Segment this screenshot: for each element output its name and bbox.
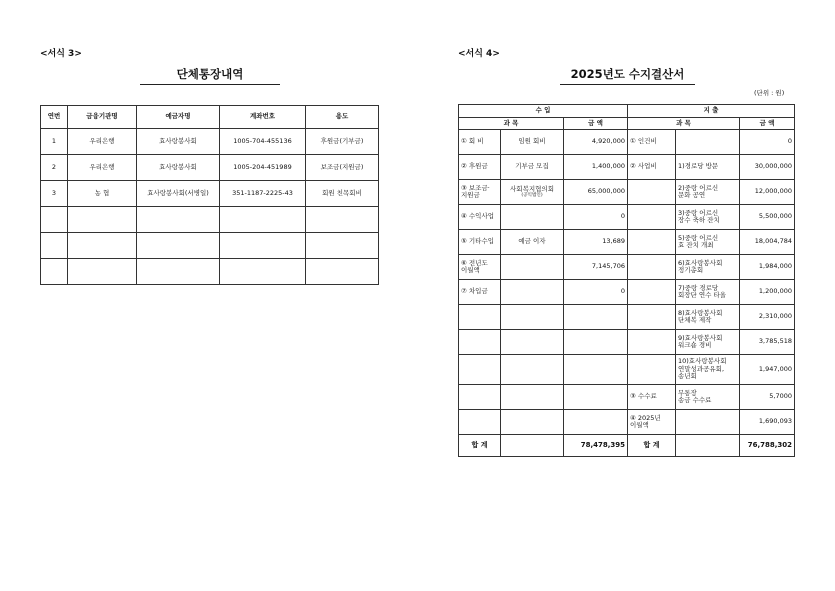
- expense-detail: 1)경로당 방문: [676, 155, 740, 180]
- income-detail: [501, 385, 564, 410]
- table-cell: 효사랑봉사회(서병일): [137, 181, 220, 207]
- table-cell: [41, 207, 68, 233]
- income-amount: [564, 410, 628, 435]
- column-header: 예금자명: [137, 106, 220, 129]
- table-row: [41, 155, 379, 181]
- expense-amount: 30,000,000: [740, 155, 795, 180]
- income-amount: [564, 305, 628, 330]
- expense-amount: 12,000,000: [740, 180, 795, 205]
- income-category: [459, 305, 501, 330]
- table-row: [459, 255, 795, 280]
- table-row: [41, 129, 379, 155]
- total-amount-income: 78,478,395: [564, 435, 628, 457]
- expense-amount: 1,690,093: [740, 410, 795, 435]
- income-category: ③ 보조금· 지원금: [459, 180, 501, 205]
- table-cell: 회원 친목회비: [306, 181, 379, 207]
- section-header-row: [459, 105, 795, 118]
- income-category: ⑤ 기타수입: [459, 230, 501, 255]
- table-row: [41, 181, 379, 207]
- expense-detail: 8)효사랑봉사회 단체복 제작: [676, 305, 740, 330]
- income-category: ① 회 비: [459, 130, 501, 155]
- expense-category: ④ 2025년 이월액: [628, 410, 676, 435]
- form-label-4: <서식 4>: [458, 49, 500, 59]
- expense-amount: 5,7000: [740, 385, 795, 410]
- expense-category: [628, 230, 676, 255]
- total-label-expense: 합 계: [628, 435, 676, 457]
- table-cell: [68, 233, 137, 259]
- income-detail: [501, 205, 564, 230]
- income-detail: 사회복지협의회 (공익법인): [501, 180, 564, 205]
- table-row: [41, 207, 379, 233]
- column-header: 금융기관명: [68, 106, 137, 129]
- table-row: [459, 230, 795, 255]
- income-amount: 13,689: [564, 230, 628, 255]
- expense-detail: 10)효사랑봉사회 연말성과공유회, 송년회: [676, 355, 740, 385]
- table-cell: [137, 259, 220, 285]
- table-cell: 후원금(기부금): [306, 129, 379, 155]
- income-amount: [564, 330, 628, 355]
- table-row: [459, 305, 795, 330]
- total-amount-expense: 76,788,302: [740, 435, 795, 457]
- table-row: [459, 155, 795, 180]
- income-amount: [564, 355, 628, 385]
- income-detail-note: (공익법인): [521, 193, 543, 199]
- expense-detail: 무통장 송금 수수료: [676, 385, 740, 410]
- table-cell: [137, 207, 220, 233]
- total-blank: [501, 435, 564, 457]
- income-detail: [501, 330, 564, 355]
- table-cell: [68, 259, 137, 285]
- table-cell: 보조금(지원금): [306, 155, 379, 181]
- expense-category: [628, 355, 676, 385]
- table-cell: 2: [41, 155, 68, 181]
- expense-amount: 3,785,518: [740, 330, 795, 355]
- table-cell: [306, 259, 379, 285]
- table-cell: [68, 207, 137, 233]
- expense-category: [628, 255, 676, 280]
- table-cell: [41, 259, 68, 285]
- income-detail: [501, 305, 564, 330]
- sub-header-row: [459, 118, 795, 130]
- income-amount: 7,145,706: [564, 255, 628, 280]
- income-category: [459, 385, 501, 410]
- expense-amount: 1,984,000: [740, 255, 795, 280]
- expense-detail: 6)효사랑봉사회 정기총회: [676, 255, 740, 280]
- expense-detail: 7)중랑 경로당 회장단 연수 타올: [676, 280, 740, 305]
- table-row: [41, 259, 379, 285]
- table-row: [459, 130, 795, 155]
- expense-category: ① 인건비: [628, 130, 676, 155]
- expense-amount: 18,004,784: [740, 230, 795, 255]
- expense-amount: 2,310,000: [740, 305, 795, 330]
- income-detail: [501, 355, 564, 385]
- expense-category: [628, 280, 676, 305]
- income-detail: 예금 이자: [501, 230, 564, 255]
- page-title-bank-accounts: 단체통장내역: [140, 66, 280, 85]
- expense-category: ② 사업비: [628, 155, 676, 180]
- table-row: [41, 233, 379, 259]
- table-cell: [306, 233, 379, 259]
- table-row: [459, 410, 795, 435]
- income-detail: 기부금 모집: [501, 155, 564, 180]
- expense-detail: [676, 410, 740, 435]
- income-detail: [501, 280, 564, 305]
- table-cell: 우리은행: [68, 155, 137, 181]
- expense-amount: 0: [740, 130, 795, 155]
- bank-accounts-table: [40, 105, 379, 285]
- table-cell: [306, 207, 379, 233]
- table-cell: 1005-204-451989: [220, 155, 306, 181]
- table-cell: [137, 233, 220, 259]
- column-header: 연번: [41, 106, 68, 129]
- income-amount: 65,000,000: [564, 180, 628, 205]
- table-cell: 351-1187-2225-43: [220, 181, 306, 207]
- column-header: 용도: [306, 106, 379, 129]
- expense-category: ③ 수수료: [628, 385, 676, 410]
- total-row: [459, 435, 795, 457]
- income-header: 수 입: [459, 105, 628, 118]
- table-row: [459, 385, 795, 410]
- income-detail: 임원 회비: [501, 130, 564, 155]
- expense-detail: [676, 130, 740, 155]
- table-cell: 효사랑봉사회: [137, 129, 220, 155]
- table-cell: [220, 207, 306, 233]
- expense-category: [628, 180, 676, 205]
- income-category: [459, 410, 501, 435]
- income-amount: 0: [564, 205, 628, 230]
- income-category: ② 후원금: [459, 155, 501, 180]
- income-amount: 1,400,000: [564, 155, 628, 180]
- expense-detail: 3)중랑 어르신 장수 축하 잔치: [676, 205, 740, 230]
- expense-detail: 2)중랑 어르신 문화 공연: [676, 180, 740, 205]
- income-detail: [501, 255, 564, 280]
- income-amount: 0: [564, 280, 628, 305]
- expense-amount: 1,200,000: [740, 280, 795, 305]
- expense-category-header: 과 목: [628, 118, 740, 130]
- table-cell: 우리은행: [68, 129, 137, 155]
- total-label-income: 합 계: [459, 435, 501, 457]
- table-cell: 1005-704-455136: [220, 129, 306, 155]
- income-category: ⑦ 차입금: [459, 280, 501, 305]
- table-row: [459, 355, 795, 385]
- table-row: [459, 205, 795, 230]
- expense-amount: 1,947,000: [740, 355, 795, 385]
- expense-category: [628, 305, 676, 330]
- table-cell: [220, 259, 306, 285]
- expense-header: 지 출: [628, 105, 795, 118]
- table-cell: [220, 233, 306, 259]
- income-amount-header: 금 액: [564, 118, 628, 130]
- expense-detail: 9)효사랑봉사회 워크숍 경비: [676, 330, 740, 355]
- column-header: 계좌번호: [220, 106, 306, 129]
- settlement-table: [458, 104, 795, 457]
- expense-category: [628, 205, 676, 230]
- table-cell: 농 협: [68, 181, 137, 207]
- income-category: [459, 355, 501, 385]
- table-header-row: [41, 106, 379, 129]
- table-cell: [41, 233, 68, 259]
- income-category: ⑥ 전년도 이월액: [459, 255, 501, 280]
- unit-label: (단위 : 원): [754, 89, 785, 97]
- table-cell: 효사랑봉사회: [137, 155, 220, 181]
- income-detail: [501, 410, 564, 435]
- table-row: [459, 180, 795, 205]
- table-row: [459, 280, 795, 305]
- income-category: ④ 수익사업: [459, 205, 501, 230]
- total-blank: [676, 435, 740, 457]
- table-row: [459, 330, 795, 355]
- expense-category: [628, 330, 676, 355]
- expense-amount-header: 금 액: [740, 118, 795, 130]
- table-cell: 1: [41, 129, 68, 155]
- income-amount: [564, 385, 628, 410]
- page-title-settlement: 2025년도 수지결산서: [560, 66, 695, 85]
- expense-detail: 5)중랑 어르신 효 잔치 개최: [676, 230, 740, 255]
- income-category: [459, 330, 501, 355]
- income-amount: 4,920,000: [564, 130, 628, 155]
- table-cell: 3: [41, 181, 68, 207]
- income-category-header: 과 목: [459, 118, 564, 130]
- expense-amount: 5,500,000: [740, 205, 795, 230]
- form-label-3: <서식 3>: [40, 49, 82, 59]
